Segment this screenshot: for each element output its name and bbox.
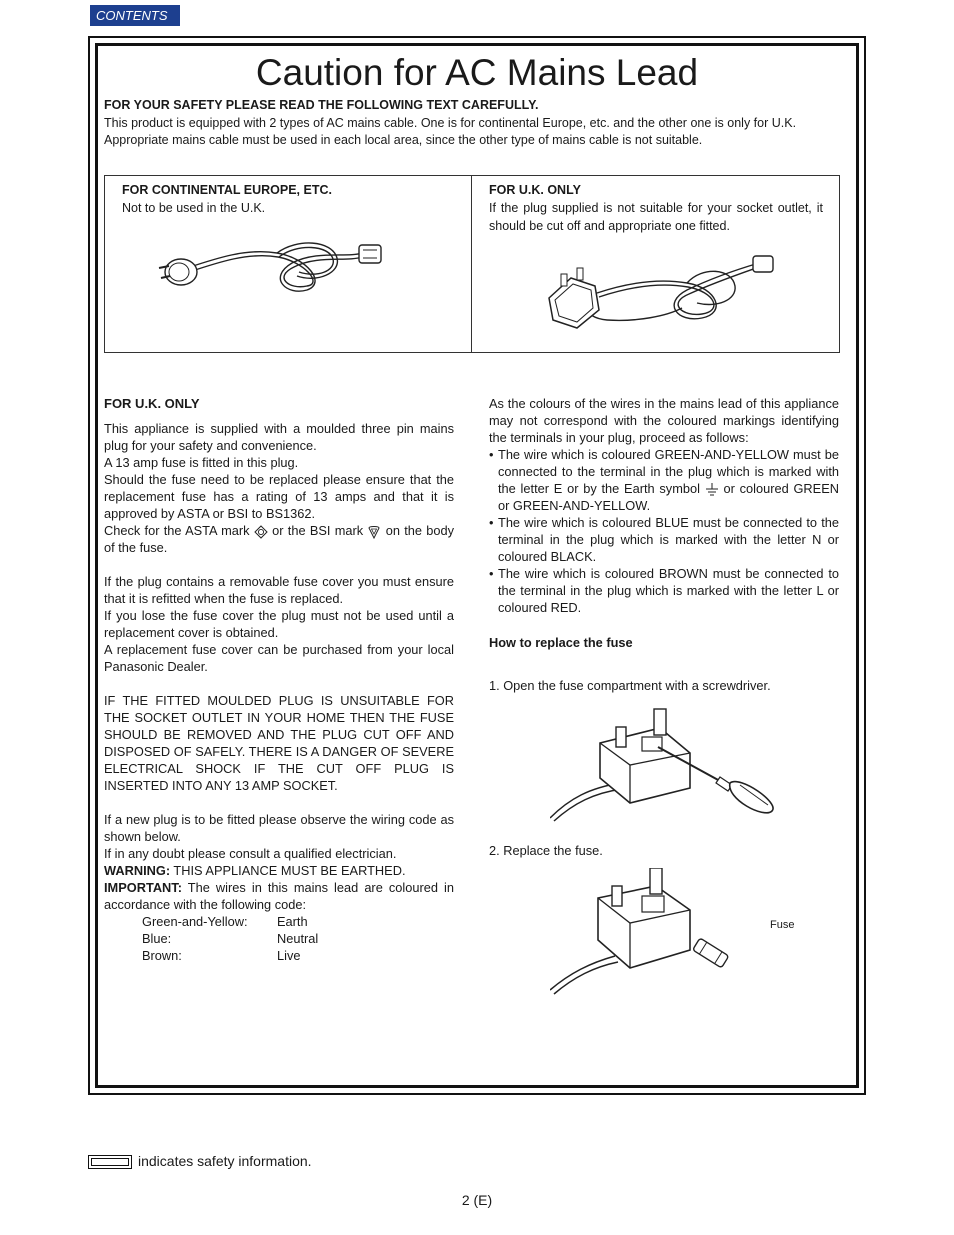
list-item: • The wire which is coloured BROWN must be connected to the terminal in the plug which is marked with the letter L or coloured RED. (489, 565, 839, 616)
left-p4 (104, 522, 454, 556)
bsi-mark-icon (367, 525, 381, 539)
left-p1: This appliance is supplied with a moulded three pin mains plug for your safety and convenience. (104, 421, 454, 453)
fuse-body-text: on the body of the fuse. (104, 523, 455, 555)
important-line (104, 879, 454, 913)
wire-terminal: Earth (277, 914, 308, 929)
wiring-code-table (142, 913, 318, 964)
fuse-label: Fuse (770, 919, 795, 931)
safety-legend-icon (88, 1155, 132, 1169)
left-p7: A replacement fuse cover can be purchased from your local Panasonic Dealer. (104, 642, 454, 674)
left-p6: If you lose the fuse cover the plug must not be used until a replacement cover is obtained. (104, 608, 454, 640)
safety-legend-text: indicates safety information. (138, 1153, 312, 1169)
warning-label: WARNING: (104, 863, 171, 878)
left-column (104, 395, 454, 964)
earth-symbol-icon (705, 483, 719, 496)
warning-text: THIS APPLIANCE MUST BE EARTHED. (170, 863, 406, 878)
page-number: 2 (E) (461, 1192, 493, 1208)
box-divider (471, 176, 472, 352)
intro-paragraph-2: Appropriate mains cable must be used in each local area, since the other type of mains cable is not suitable. (104, 133, 703, 147)
wire-instructions-list (489, 446, 839, 616)
contents-link[interactable]: CONTENTS (90, 5, 180, 26)
wire-terminal: Neutral (277, 931, 319, 946)
safety-heading: FOR YOUR SAFETY PLEASE READ THE FOLLOWING TEXT CAREFULLY. (104, 98, 539, 112)
right-column (489, 395, 839, 651)
left-p9: If a new plug is to be fitted please observe the wiring code as shown below. (104, 812, 454, 844)
intro-text (104, 115, 844, 149)
asta-text: Check for the ASTA mark (104, 523, 250, 538)
europe-text: Not to be used in the U.K. (122, 201, 266, 215)
important-text: The wires in this mains lead are coloured in accordance with the following code: (104, 880, 454, 912)
safety-frame (88, 36, 866, 1095)
wire-terminal: Live (277, 948, 301, 963)
wire-colour: Blue: (142, 931, 172, 946)
left-p10: If in any doubt please consult a qualified electrician. (104, 846, 397, 861)
list-item: • The wire which is coloured BLUE must be connected to the terminal in the plug which is marked with the letter N or coloured BLACK. (489, 514, 839, 565)
wire-colour: Green-and-Yellow: (142, 914, 248, 929)
fuse-step-1: 1. Open the fuse compartment with a screwdriver. (489, 678, 771, 693)
left-p3: Should the fuse need to be replaced please ensure that the replacement fuse has a rating of 13 amps and that it is approved by ASTA or BSI to BS1362. (104, 472, 454, 521)
page-title: Caution for AC Mains Lead (255, 52, 699, 93)
plug-with-fuse-icon (550, 868, 750, 998)
fuse-step-2: 2. Replace the fuse. (489, 843, 603, 858)
bsi-text: or the BSI mark (272, 523, 364, 538)
uk-title: FOR U.K. ONLY (489, 183, 581, 197)
fuse-replace-heading: How to replace the fuse (489, 635, 633, 650)
uk-text: If the plug supplied is not suitable for your socket outlet, it should be cut off and appropriate one fitted. (489, 201, 823, 233)
europe-cable-icon (157, 228, 387, 308)
uk-cable-icon (537, 238, 777, 338)
asta-mark-icon (254, 525, 268, 539)
list-item (489, 446, 839, 514)
europe-title: FOR CONTINENTAL EUROPE, ETC. (122, 183, 332, 197)
screwdriver-plug-icon (550, 703, 790, 823)
left-p8-warning-caps: IF THE FITTED MOULDED PLUG IS UNSUITABLE FOR THE SOCKET OUTLET IN YOUR HOME THEN THE FUSE SHOULD BE REMOVED AND THE PLUG CUT OFF AND DISPOSED OF SAFELY. THERE IS A DANGER OF SEVERE ELECTRICAL SHOCK IF THE CUT OFF PLUG IS INSERTED INTO ANY 13 AMP SOCKET. (104, 693, 454, 793)
uk-only-heading: FOR U.K. ONLY (104, 396, 200, 411)
right-intro: As the colours of the wires in the mains lead of this appliance may not correspond with the coloured markings identifying the terminals in your plug, proceed as follows: (489, 396, 839, 445)
bullet-1a-text: The wire which is coloured GREEN-AND-YELLOW must be connected to the terminal in the plug which is marked with the letter E or by the Earth symbol (498, 447, 839, 496)
important-label: IMPORTANT: (104, 880, 182, 895)
table-row (142, 947, 318, 964)
wire-colour: Brown: (142, 948, 182, 963)
left-p2: A 13 amp fuse is fitted in this plug. (104, 455, 299, 470)
cable-types-box (104, 175, 840, 353)
left-p5: If the plug contains a removable fuse cover you must ensure that it is refitted when the fuse is replaced. (104, 574, 454, 606)
table-row (142, 930, 318, 947)
table-row (142, 913, 318, 930)
warning-line (104, 862, 454, 879)
bullet-1b-text: or coloured GREEN or GREEN-AND-YELLOW. (498, 481, 839, 513)
intro-paragraph-1: This product is equipped with 2 types of AC mains cable. One is for continental Europe, etc. and the other one is only for U.K. (104, 116, 797, 130)
